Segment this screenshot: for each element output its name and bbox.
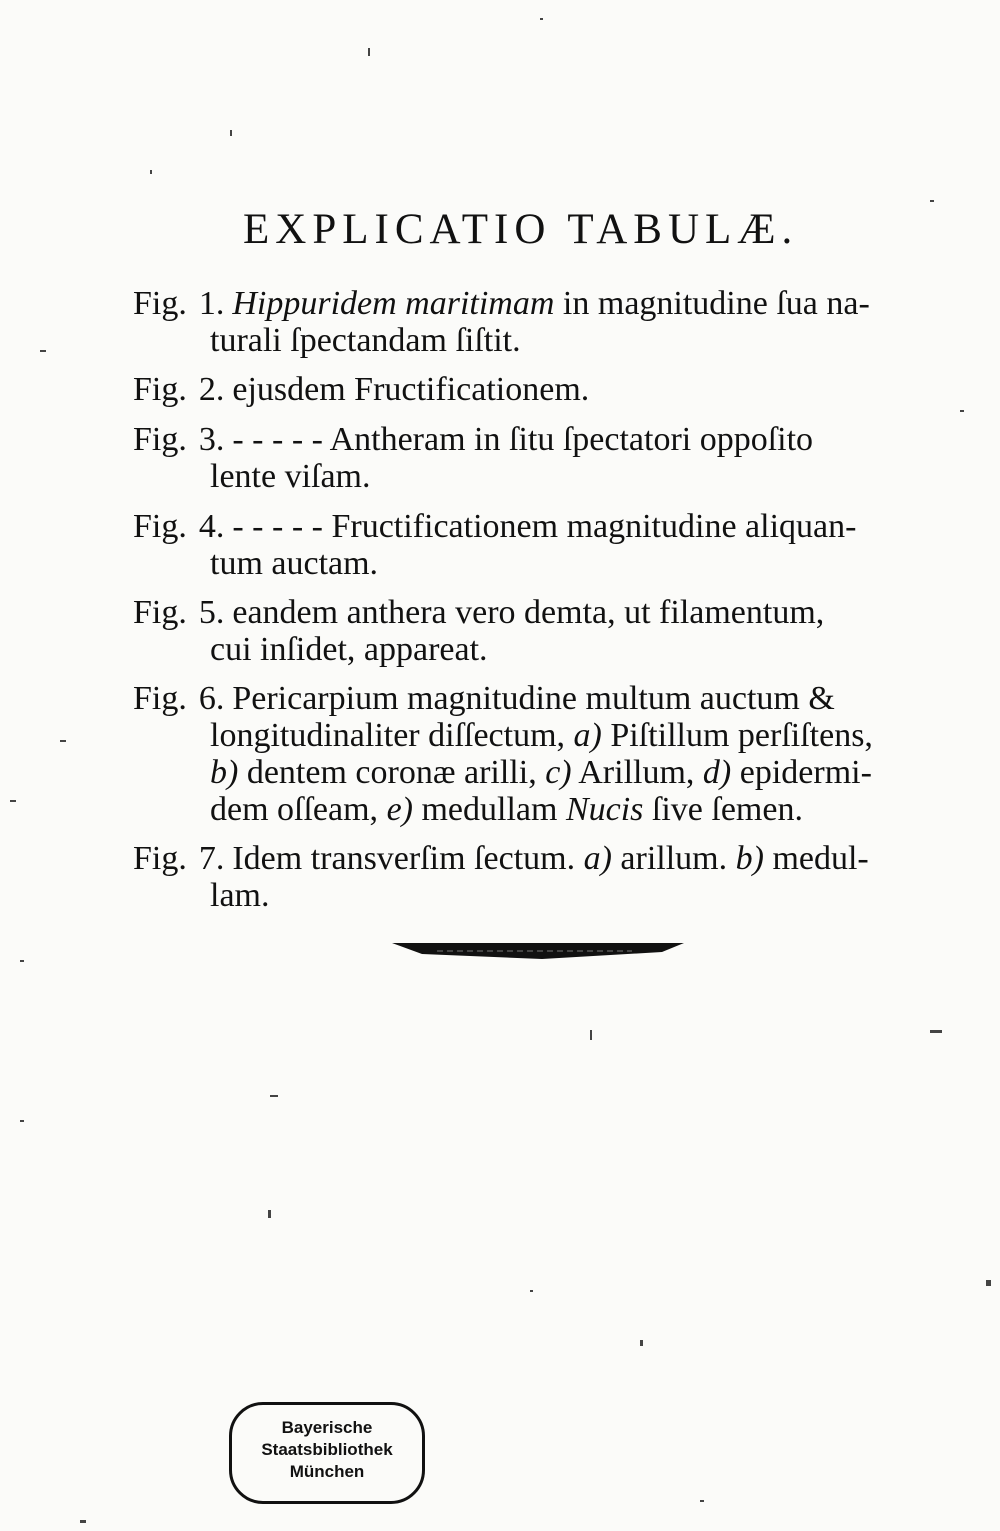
entry-continuation: cui inſidet, appareat. bbox=[210, 631, 488, 668]
entry-text: ejusdem Fructificationem. bbox=[232, 371, 590, 408]
figure-entry-5 bbox=[133, 594, 963, 668]
fig-label: Fig. bbox=[133, 840, 187, 877]
entry-text: Pericarpium magnitudine multum auctum & bbox=[232, 680, 835, 717]
entry-continuation: lam. bbox=[210, 877, 270, 914]
item-marker: e) bbox=[386, 791, 413, 828]
entry-first-line bbox=[133, 285, 963, 322]
fig-label: Fig. bbox=[133, 285, 187, 322]
entry-text: in magnitudine ſua na- bbox=[554, 285, 870, 322]
entry-text: Idem transverſim ſectum. bbox=[232, 840, 584, 877]
entry-text: medul- bbox=[763, 840, 869, 877]
figure-entry-7 bbox=[133, 840, 963, 914]
fig-label: Fig. bbox=[133, 594, 187, 631]
species-name: Hippuridem maritimam bbox=[232, 285, 555, 322]
figure-entry-3 bbox=[133, 421, 963, 495]
entry-first-line bbox=[133, 371, 963, 408]
entry-first-line bbox=[133, 421, 963, 458]
fig-number: 6. bbox=[198, 680, 225, 717]
entry-continuation bbox=[133, 791, 963, 828]
entry-first-line bbox=[133, 680, 963, 717]
item-marker: a) bbox=[573, 717, 602, 754]
entry-text: longitudinaliter diſſectum, bbox=[210, 717, 574, 754]
entry-text: eandem anthera vero demta, ut filamentum, bbox=[232, 594, 825, 631]
stamp-line-3: München bbox=[289, 1462, 365, 1481]
entry-text: - - - - - Fructificationem magnitudine aliquan- bbox=[232, 508, 857, 545]
item-marker: d) bbox=[702, 754, 732, 791]
entry-continuation bbox=[133, 754, 963, 791]
item-marker: b) bbox=[210, 754, 239, 791]
entry-continuation: lente viſam. bbox=[210, 458, 371, 495]
figure-entry-1 bbox=[133, 285, 963, 359]
stamp-line-2: Staatsbibliothek bbox=[261, 1440, 393, 1459]
page-title: EXPLICATIO TABULÆ. bbox=[243, 206, 799, 253]
item-marker: c) bbox=[545, 754, 572, 791]
figure-entry-6 bbox=[133, 680, 963, 828]
ornamental-divider bbox=[392, 942, 684, 960]
entry-continuation: tum auctam. bbox=[210, 545, 379, 582]
fig-number: 7. bbox=[198, 840, 225, 877]
item-marker: a) bbox=[583, 840, 612, 877]
entry-continuation: turali ſpectandam ſiſtit. bbox=[210, 322, 521, 359]
fig-number: 4. bbox=[198, 508, 225, 545]
entry-text: arillum. bbox=[611, 840, 736, 877]
entry-first-line bbox=[133, 594, 963, 631]
library-stamp bbox=[229, 1402, 425, 1504]
genus-name: Nucis bbox=[565, 791, 644, 828]
fig-label: Fig. bbox=[133, 371, 187, 408]
fig-label: Fig. bbox=[133, 680, 187, 717]
entry-text: - - - - - Antheram in ſitu ſpectatori oppoſito bbox=[232, 421, 814, 458]
entry-text: medullam bbox=[412, 791, 566, 828]
stamp-line-1: Bayerische bbox=[281, 1418, 373, 1437]
fig-number: 3. bbox=[198, 421, 225, 458]
entry-text: dentem coronæ arilli, bbox=[238, 754, 546, 791]
entry-text: Piſtillum perſiſtens, bbox=[601, 717, 873, 754]
entry-text: Arillum, bbox=[571, 754, 703, 791]
fig-label: Fig. bbox=[133, 421, 187, 458]
fig-number: 2. bbox=[198, 371, 225, 408]
entry-continuation bbox=[133, 717, 963, 754]
entry-first-line bbox=[133, 840, 963, 877]
fig-label: Fig. bbox=[133, 508, 187, 545]
fig-number: 5. bbox=[198, 594, 225, 631]
fig-number: 1. bbox=[198, 285, 225, 322]
entry-first-line bbox=[133, 508, 963, 545]
entry-text: epidermi- bbox=[731, 754, 872, 791]
figure-entry-2 bbox=[133, 371, 963, 408]
item-marker: b) bbox=[735, 840, 764, 877]
entry-text: dem oſſeam, bbox=[210, 791, 387, 828]
figure-entry-4 bbox=[133, 508, 963, 582]
entry-text: ſive ſemen. bbox=[643, 791, 803, 828]
